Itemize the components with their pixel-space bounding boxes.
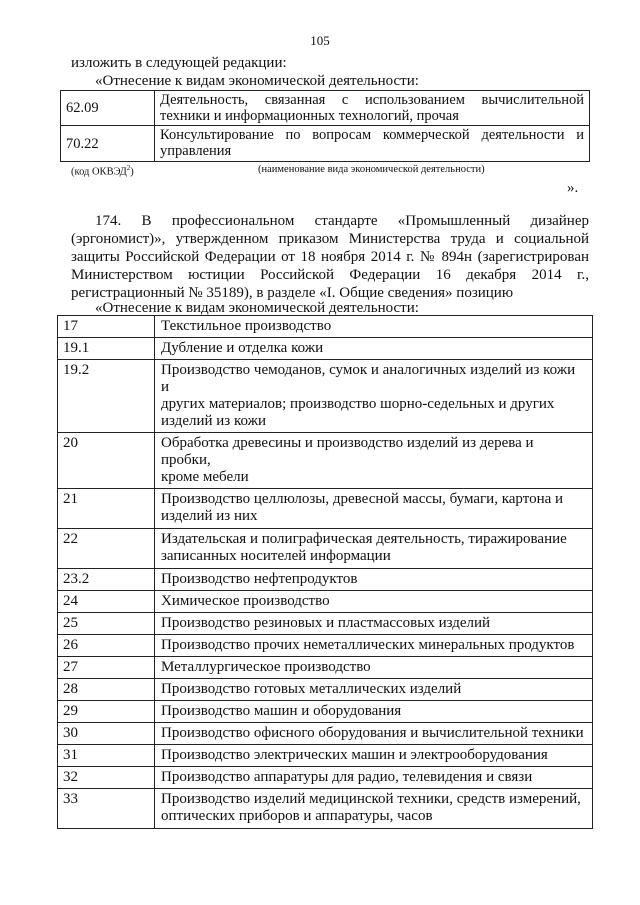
okved-code: 21 (58, 489, 155, 529)
okved-description (155, 657, 593, 679)
paragraph-line: регистрационный № 35189), в разделе «I. Общие сведения» позицию (71, 285, 514, 301)
description-line: Консультирование по вопросам коммерческой деятельности и (160, 127, 584, 143)
okved-code: 24 (58, 591, 155, 613)
okved-description (155, 767, 593, 789)
okved-description (155, 569, 593, 591)
okved-description (155, 789, 593, 829)
description-line: других материалов; производство шорно-седельных и других (161, 396, 555, 412)
okved-description (155, 613, 593, 635)
description-line: Производство нефтепродуктов (161, 571, 358, 587)
table-row (58, 360, 593, 433)
description-line: Производство резиновых и пластмассовых изделий (161, 615, 491, 631)
caption-code: (код ОКВЭД$^2$) (71, 164, 134, 178)
relation-heading-2: «Отнесение к видам экономической деятельности: (95, 300, 419, 316)
description-line: Производство чемоданов, сумок и аналогичных изделий из кожи и (161, 362, 576, 395)
table-row (58, 701, 593, 723)
table-row (58, 613, 593, 635)
okved-description (155, 91, 590, 126)
description-line: Производство аппаратуры для радио, телевидения и связи (161, 769, 533, 785)
table-row (58, 789, 593, 829)
okved-code: 70.22 (61, 126, 155, 162)
description-line: техники и информационных технологий, прочая (160, 108, 459, 124)
okved-description (155, 679, 593, 701)
table-row (58, 489, 593, 529)
okved-code: 25 (58, 613, 155, 635)
table-row (58, 635, 593, 657)
okved-code: 62.09 (61, 91, 155, 126)
okved-code: 32 (58, 767, 155, 789)
table-row (61, 126, 590, 162)
table-row (58, 767, 593, 789)
description-line: Химическое производство (161, 593, 330, 609)
description-line: Издательская и полиграфическая деятельность, тиражирование (161, 531, 567, 547)
description-line: Металлургическое производство (161, 659, 371, 675)
description-line: Деятельность, связанная с использованием вычислительной (160, 92, 584, 108)
description-line: Производство машин и оборудования (161, 703, 402, 719)
okved-description (155, 338, 593, 360)
okved-description (155, 489, 593, 529)
description-line: кроме мебели (161, 469, 249, 485)
table-row (58, 338, 593, 360)
closing-quote: ». (567, 180, 579, 196)
table-row (58, 723, 593, 745)
okved-code: 29 (58, 701, 155, 723)
paragraph-line: (эргономист)», утвержденном приказом Министерства труда и социальной (71, 231, 589, 247)
description-line: оптических приборов и аппаратуры, часов (161, 808, 433, 824)
okved-code: 17 (58, 316, 155, 338)
okved-code: 31 (58, 745, 155, 767)
okved-description (155, 701, 593, 723)
okved-description (155, 126, 590, 162)
description-line: Производство целлюлозы, древесной массы, бумаги, картона и (161, 491, 564, 507)
table-row (58, 679, 593, 701)
description-line: Производство готовых металлических изделий (161, 681, 462, 697)
okved-code: 19.2 (58, 360, 155, 433)
relation-heading-1: «Отнесение к видам экономической деятельности: (95, 73, 419, 89)
okved-table-1 (60, 90, 590, 162)
okved-code: 27 (58, 657, 155, 679)
description-line: записанных носителей информации (161, 548, 391, 564)
okved-description (155, 745, 593, 767)
caption-name: (наименование вида экономической деятельности) (258, 164, 485, 175)
description-line: Производство офисного оборудования и вычислительной техники (161, 725, 584, 741)
table-row (58, 316, 593, 338)
description-line: Дубление и отделка кожи (161, 340, 324, 356)
okved-code: 23.2 (58, 569, 155, 591)
paragraph-line: защиты Российской Федерации от 18 ноября 2014 г. № 894н (зарегистрирован (71, 249, 589, 265)
table-row (58, 569, 593, 591)
okved-description (155, 529, 593, 569)
okved-description (155, 433, 593, 489)
description-line: Обработка древесины и производство изделий из дерева и пробки, (161, 435, 534, 468)
description-line: Производство изделий медицинской техники, средств измерений, (161, 791, 581, 807)
description-line: управления (160, 143, 232, 159)
okved-table-2 (57, 315, 593, 829)
okved-description (155, 723, 593, 745)
okved-table-2-body (58, 316, 593, 829)
description-line: изделий из кожи (161, 413, 267, 429)
okved-description (155, 635, 593, 657)
okved-description (155, 591, 593, 613)
table-row (61, 91, 590, 126)
okved-description (155, 360, 593, 433)
okved-code: 26 (58, 635, 155, 657)
okved-code: 20 (58, 433, 155, 489)
table-row (58, 433, 593, 489)
okved-code: 22 (58, 529, 155, 569)
table-row (58, 591, 593, 613)
table-row (58, 745, 593, 767)
description-line: Производство прочих неметаллических минеральных продуктов (161, 637, 575, 653)
paragraph-line: 174. В профессиональном стандарте «Промышленный дизайнер (95, 213, 589, 229)
page-number: 105 (310, 33, 330, 48)
okved-description (155, 316, 593, 338)
intro-line: изложить в следующей редакции: (71, 55, 287, 71)
description-line: Производство электрических машин и электрооборудования (161, 747, 548, 763)
description-line: изделий из них (161, 508, 258, 524)
okved-code: 33 (58, 789, 155, 829)
table-row (58, 657, 593, 679)
okved-code: 30 (58, 723, 155, 745)
table-row (58, 529, 593, 569)
description-line: Текстильное производство (161, 318, 332, 334)
okved-code: 28 (58, 679, 155, 701)
okved-code: 19.1 (58, 338, 155, 360)
paragraph-line: Министерством юстиции Российской Федерации 16 декабря 2014 г., (71, 267, 589, 283)
